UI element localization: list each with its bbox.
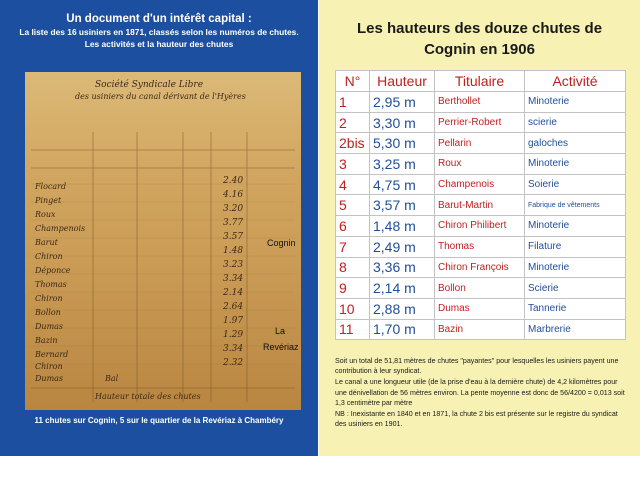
row-titulaire: Berthollet <box>435 92 525 113</box>
table-row <box>336 133 626 154</box>
row-hauteur: 2,88 m <box>370 298 435 319</box>
row-activite: Filature <box>525 236 626 257</box>
table-row <box>336 236 626 257</box>
document-name: Bollon <box>35 308 61 317</box>
right-title-line-2: Cognin en 1906 <box>424 41 535 58</box>
note-total: Soit un total de 51,81 mètres de chutes "payantes" pour lesquelles les usiniers payent une contribution à leur syndicat. <box>335 357 619 376</box>
document-height: 3.34 <box>223 274 244 284</box>
cognin-label: Cognin <box>267 238 296 248</box>
falls-table <box>335 70 626 340</box>
note-nb: NB : Inexistante en 1840 et en 1871, la chute 2 bis est présente sur le registre du syndicat des usiniers en 1901. <box>335 410 618 429</box>
col-header-activite: Activité <box>525 71 626 92</box>
col-header-hauteur: Hauteur <box>370 71 435 92</box>
document-name: Chiron <box>35 362 63 371</box>
row-hauteur: 4,75 m <box>370 174 435 195</box>
left-caption: 11 chutes sur Cognin, 5 sur le quartier de la Revériaz à Chambéry <box>34 416 284 425</box>
document-name: Champenois <box>35 224 86 233</box>
row-titulaire: Dumas <box>435 298 525 319</box>
document-heading-1: Société Syndicale Libre <box>95 80 204 90</box>
right-title-line-1: Les hauteurs des douze chutes de <box>356 20 603 37</box>
la-label: La <box>275 326 286 336</box>
document-ruling <box>25 72 301 410</box>
col-header-titulaire: Titulaire <box>435 71 525 92</box>
document-height: 3.34 <box>223 344 244 354</box>
row-titulaire: Roux <box>435 154 525 175</box>
document-name: Bal <box>105 374 119 383</box>
table-row <box>336 257 626 278</box>
row-activite: Minoterie <box>525 92 626 113</box>
row-activite: Minoterie <box>525 216 626 237</box>
row-hauteur: 3,25 m <box>370 154 435 175</box>
left-title: Un document d'un intérêt capital : <box>66 13 252 25</box>
row-num: 1 <box>336 92 370 113</box>
row-num: 2 <box>336 112 370 133</box>
document-height: 3.20 <box>223 204 244 214</box>
row-titulaire: Pellarin <box>435 133 525 154</box>
document-height: 4.16 <box>223 190 244 200</box>
row-activite: Minoterie <box>525 154 626 175</box>
row-num: 3 <box>336 154 370 175</box>
row-hauteur: 5,30 m <box>370 133 435 154</box>
table-row <box>336 298 626 319</box>
table-header-row <box>336 71 626 92</box>
row-hauteur: 1,48 m <box>370 216 435 237</box>
row-activite: Fabrique de vêtements <box>525 195 626 216</box>
document-name: Déponce <box>35 266 71 275</box>
table-row <box>336 92 626 113</box>
row-activite: Scierie <box>525 278 626 299</box>
table-row <box>336 154 626 175</box>
row-num: 9 <box>336 278 370 299</box>
document-footer: Hauteur totale des chutes <box>95 392 201 401</box>
table-row <box>336 216 626 237</box>
document-height: 2.32 <box>223 358 244 368</box>
row-num: 6 <box>336 216 370 237</box>
col-header-num: N° <box>336 71 370 92</box>
notes-block <box>335 356 626 430</box>
document-heading-2: des usiniers du canal dérivant de l'Hyères <box>75 92 246 101</box>
document-name: Dumas <box>35 322 64 331</box>
row-titulaire: Thomas <box>435 236 525 257</box>
document-name: Chiron <box>35 252 63 261</box>
row-activite: Marbrerie <box>525 319 626 340</box>
table-row <box>336 174 626 195</box>
document-name: Barut <box>35 238 58 247</box>
row-activite: scierie <box>525 112 626 133</box>
row-num: 10 <box>336 298 370 319</box>
row-num: 4 <box>336 174 370 195</box>
row-activite: Minoterie <box>525 257 626 278</box>
row-hauteur: 1,70 m <box>370 319 435 340</box>
row-activite: Tannerie <box>525 298 626 319</box>
table-row <box>336 278 626 299</box>
left-header <box>0 12 318 50</box>
document-name: Dumas <box>35 374 64 383</box>
table-row <box>336 112 626 133</box>
document-height: 1.29 <box>223 330 244 340</box>
row-hauteur: 3,57 m <box>370 195 435 216</box>
document-name: Chiron <box>35 294 63 303</box>
document-height: 1.48 <box>223 246 244 256</box>
row-titulaire: Barut-Martin <box>435 195 525 216</box>
row-titulaire: Chiron Philibert <box>435 216 525 237</box>
row-titulaire: Perrier-Robert <box>435 112 525 133</box>
row-titulaire: Chiron François <box>435 257 525 278</box>
left-panel <box>0 0 318 456</box>
table-row <box>336 195 626 216</box>
row-num: 2bis <box>336 133 370 154</box>
document-height: 1.97 <box>223 316 244 326</box>
note-canal: Le canal a une longueur utile (de la prise d'eau à la dernière chute) de 4,2 kilomètres pour une dénivellation de 56 mètres environ. La pente moyenne est donc de 56/4200 = 0,013 soit 1,3 centimètre par mètre <box>335 378 625 407</box>
row-hauteur: 2,14 m <box>370 278 435 299</box>
document-name: Flocard <box>35 182 67 191</box>
row-num: 7 <box>336 236 370 257</box>
document-name: Bernard <box>35 350 69 359</box>
document-photo <box>25 72 301 410</box>
row-num: 11 <box>336 319 370 340</box>
row-hauteur: 2,49 m <box>370 236 435 257</box>
row-hauteur: 3,30 m <box>370 112 435 133</box>
row-hauteur: 2,95 m <box>370 92 435 113</box>
document-height: 2.40 <box>223 176 244 186</box>
row-titulaire: Bollon <box>435 278 525 299</box>
row-hauteur: 3,36 m <box>370 257 435 278</box>
row-activite: Soierie <box>525 174 626 195</box>
document-height: 3.23 <box>223 260 244 270</box>
document-name: Bazin <box>35 336 58 345</box>
document-name: Roux <box>35 210 56 219</box>
document-name: Pinget <box>35 196 62 205</box>
row-titulaire: Champenois <box>435 174 525 195</box>
right-panel <box>319 0 640 456</box>
reveriaz-label: Revériaz <box>263 342 299 352</box>
right-title <box>319 18 640 60</box>
row-num: 5 <box>336 195 370 216</box>
document-height: 3.77 <box>223 218 244 228</box>
left-subtitle-2: Les activités et la hauteur des chutes <box>84 39 234 49</box>
document-name: Thomas <box>35 280 67 289</box>
left-subtitle-1: La liste des 16 usiniers en 1871, classés selon les numéros de chutes. <box>19 27 299 37</box>
document-height: 2.64 <box>223 302 244 312</box>
table-row <box>336 319 626 340</box>
document-height: 2.14 <box>223 288 244 298</box>
document-height: 3.57 <box>223 232 244 242</box>
row-activite: galoches <box>525 133 626 154</box>
row-titulaire: Bazin <box>435 319 525 340</box>
row-num: 8 <box>336 257 370 278</box>
